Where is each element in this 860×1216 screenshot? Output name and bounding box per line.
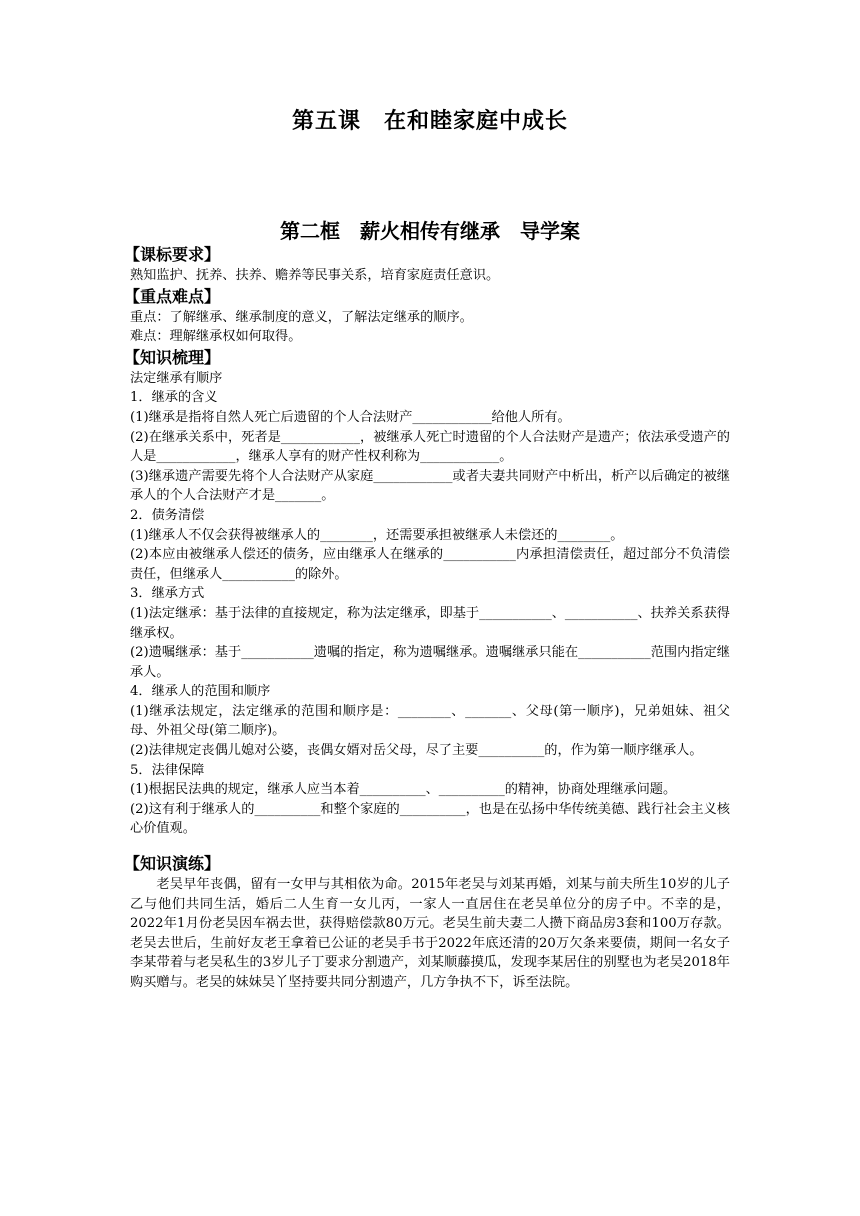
exercise-paragraph: 老吴早年丧偶，留有一女甲与其相依为命。2015年老吴与刘某再婚，刘某与前夫所生10岁的儿子乙与他们共同生活，婚后二人生育一女儿丙，一家人一直居住在老吴单位分的房子中。不幸的是，2022年1月份老吴因车祸去世，获得赔偿款80万元。老吴生前夫妻二人攒下商品房3套和100万存款。老吴去世后，生前好友老王拿着已公证的老吴手书于2022年底还清的20万欠条来要债，期间一名女子李某带着与老吴私生的3岁儿子丁要求分割遗产，刘某顺藤摸瓜，发现李某居住的别墅也为老吴2018年购买赠与。老吴的妹妹吴丫坚持要共同分割遗产，几方争执不下，诉至法院。 [130, 877, 730, 990]
knowledge-line: 2．债务清偿 [130, 507, 205, 523]
knowledge-line: (1)根据民法典的规定，继承人应当本着__________、__________的精神，协商处理继承问题。 [130, 782, 677, 798]
knowledge-line: 3．继承方式 [130, 586, 205, 602]
knowledge-line: (2)本应由被继承人偿还的债务，应由继承人在继承的___________内承担清偿责任，超过部分不负清偿责任，但继承人___________的除外。 [130, 547, 730, 582]
difficult-point-text: 难点：理解继承权如何取得。 [130, 329, 302, 345]
knowledge-line: 4．继承人的范围和顺序 [130, 684, 271, 700]
knowledge-line: (2)遗嘱继承：基于___________遗嘱的指定，称为遗嘱继承。遗嘱继承只能在___________范围内指定继承人。 [130, 645, 730, 680]
knowledge-line: 1．继承的含义 [130, 390, 218, 406]
exercise-heading: 【知识演练】 [124, 854, 221, 874]
knowledge-line: (2)这有利于继承人的__________和整个家庭的__________，也是在弘扬中华传统美德、践行社会主义核心价值观。 [130, 801, 730, 837]
lesson-title: 第五课 在和睦家庭中成长 [291, 109, 568, 134]
document-body [124, 244, 730, 993]
knowledge-heading: 【知识梳理】 [124, 347, 221, 367]
knowledge-line: (1)继承是指将自然人死亡后遗留的个人合法财产____________给他人所有。 [130, 409, 571, 425]
knowledge-line: (1)继承人不仅会获得被继承人的________，还需要承担被继承人未偿还的________。 [130, 527, 624, 543]
knowledge-line: (2)法律规定丧偶儿媳对公婆，丧偶女婿对岳父母，尽了主要__________的，作为第一顺序继承人。 [130, 743, 703, 759]
knowledge-line: 法定继承有顺序 [130, 370, 223, 386]
key-points-heading: 【重点难点】 [124, 286, 221, 306]
knowledge-line: (1)继承法规定，法定继承的范围和顺序是：________、_______、父母(第一顺序)，兄弟姐妹、祖父母、外祖父母(第二顺序)。 [130, 703, 730, 739]
key-point-text: 重点：了解继承、继承制度的意义，了解法定继承的顺序。 [130, 309, 473, 325]
knowledge-line: 5．法律保障 [130, 762, 205, 778]
knowledge-line: (2)在继承关系中，死者是____________，被继承人死亡时遗留的个人合法财产是遗产；依法承受遗产的人是____________，继承人享有的财产性权利称为____________。 [130, 429, 730, 465]
requirements-heading: 【课标要求】 [124, 245, 221, 264]
knowledge-line: (3)继承遗产需要先将个人合法财产从家庭____________或者夫妻共同财产中析出，析产以后确定的被继承人的个人合法财产才是_______。 [130, 468, 730, 504]
knowledge-line: (1)法定继承：基于法律的直接规定，称为法定继承，即基于___________、___________、扶养关系获得继承权。 [130, 605, 730, 641]
requirements-text: 熟知监护、抚养、扶养、赡养等民事关系，培育家庭责任意识。 [130, 268, 500, 283]
frame-title: 第二框 薪火相传有继承 导学案 [280, 219, 580, 243]
